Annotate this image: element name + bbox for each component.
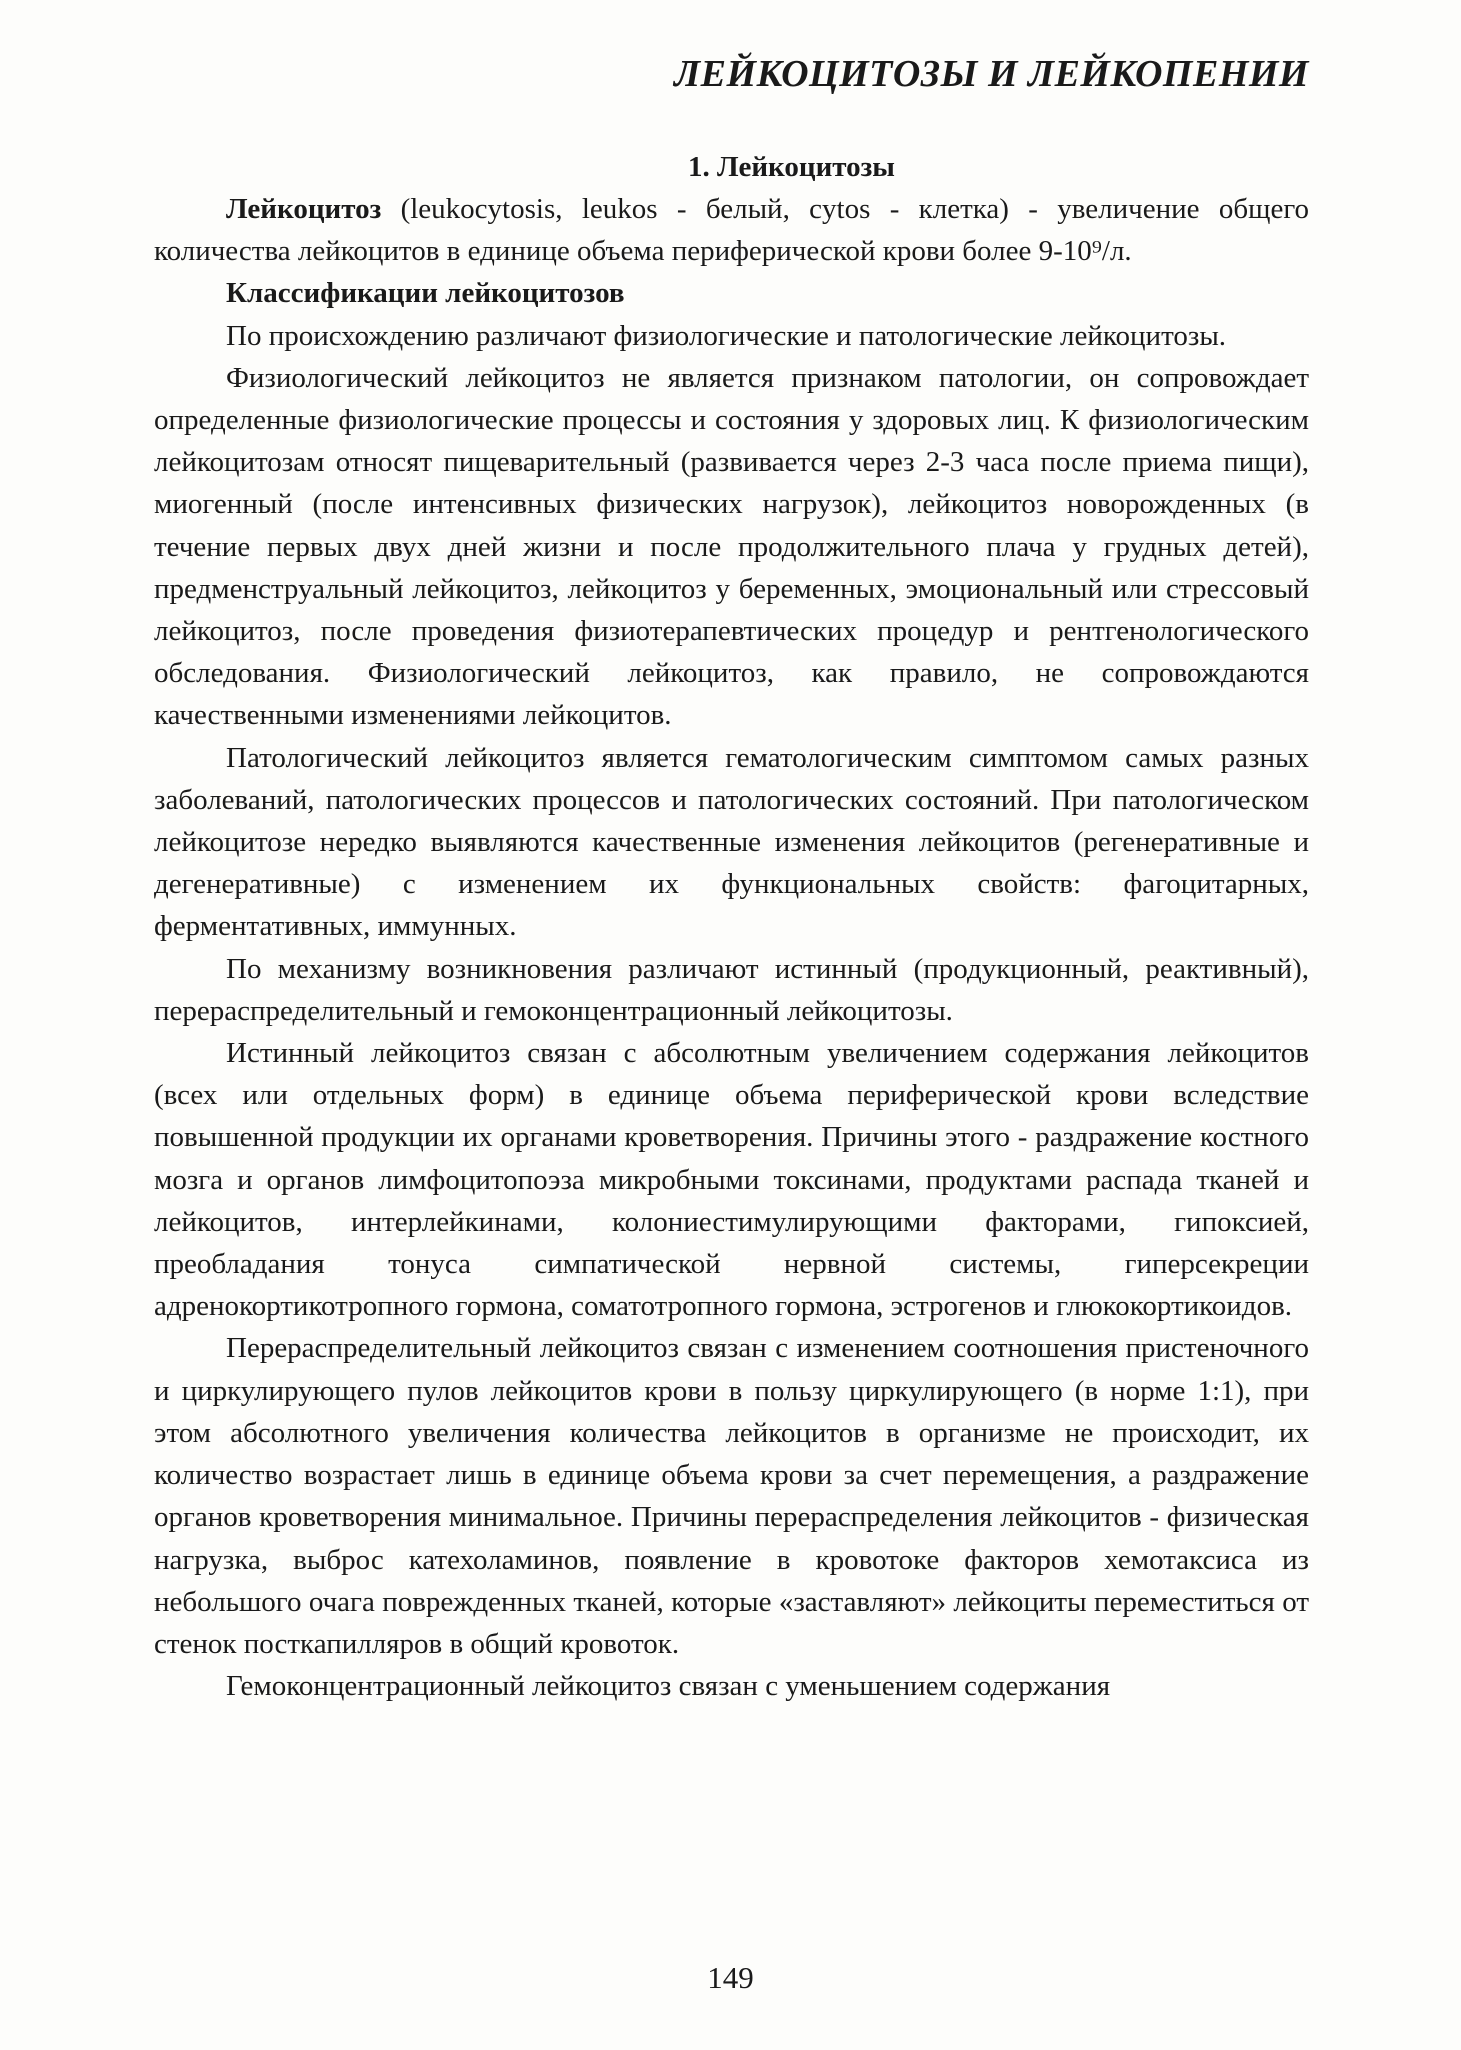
definition-term: Лейкоцитоз (226, 193, 382, 225)
paragraph-true-leukocytosis: Истинный лейкоцитоз связан с абсолютным увеличением содержания лейкоцитов (всех или отдельных форм) в единице объема периферической крови вследствие повышенной продукции их органами кроветворения. Причины этого - раздражение костного мозга и органов лимфоцитопоэза микробными токсинами, продуктами распада тканей и лейкоцитов, интерлейкинами, колониестимулирующими факторами, гипоксией, преобладания тонуса симпатической нервной системы, гиперсекреции адренокортикотропного гормона, соматотропного гормона, эстрогенов и глюкокортикоидов. (154, 1037, 1309, 1323)
page-number: 149 (707, 1960, 754, 1995)
paragraph-pathological: Патологический лейкоцитоз является гематологическим симптомом самых разных заболеваний, патологических процессов и патологических состояний. При патологическом лейкоцитозе нередко выявляются качественные изменения лейкоцитов (регенеративные и дегенеративные) с изменением их функциональных свойств: фагоцитарных, ферментативных, иммунных. (154, 741, 1309, 943)
definition-paragraph (154, 188, 1309, 272)
paragraph-hemoconcentration: Гемоконцентрационный лейкоцитоз связан с уменьшением содержания (226, 1670, 1111, 1703)
running-header: ЛЕЙКОЦИТОЗЫ И ЛЕЙКОПЕНИИ (674, 53, 1309, 95)
paragraph-redistributive: Перераспределительный лейкоцитоз связан с изменением соотношения пристеночного и циркулирующего пулов лейкоцитов крови в пользу циркулирующего (в норме 1:1), при этом абсолютного увеличения количества лейкоцитов в организме не происходит, их количество возрастает лишь в единице объема крови за счет перемещения, а раздражение органов кроветворения минимальное. Причины перераспределения лейкоцитов - физическая нагрузка, выброс катехоламинов, появление в кровотоке факторов хемотаксиса из небольшого очага поврежденных тканей, которые «заставляют» лейкоциты переместиться от стенок посткапилляров в общий кровоток. (154, 1332, 1309, 1660)
body-text (154, 146, 1309, 1707)
paragraph-mechanism: По механизму возникновения различают истинный (продукционный, реактивный), перераспределительный и гемоконцентрационный лейкоцитозы. (154, 952, 1309, 1027)
classification-heading: Классификации лейкоцитозов (226, 277, 625, 310)
section-heading: 1. Лейкоцитозы (688, 151, 895, 183)
definition-text: (leukocytosis, leukos - белый, cytos - клетка) - увеличение общего количества лейкоцитов в единице объема периферической крови более 9-10⁹/л. (154, 193, 1309, 268)
paragraph-physiological: Физиологический лейкоцитоз не является признаком патологии, он сопровождает определенные физиологические процессы и состояния у здоровых лиц. К физиологическим лейкоцитозам относят пищеварительный (развивается через 2-3 часа после приема пищи), миогенный (после интенсивных физических нагрузок), лейкоцитоз новорожденных (в течение первых двух дней жизни и после продолжительного плача у грудных детей), предменструальный лейкоцитоз, лейкоцитоз у беременных, эмоциональный или стрессовый лейкоцитоз, после проведения физиотерапевтических процедур и рентгенологического обследования. Физиологический лейкоцитоз, как правило, не сопровождаются качественными изменениями лейкоцитов. (154, 361, 1309, 732)
paragraph-origin: По происхождению различают физиологические и патологические лейкоцитозы. (226, 319, 1227, 352)
